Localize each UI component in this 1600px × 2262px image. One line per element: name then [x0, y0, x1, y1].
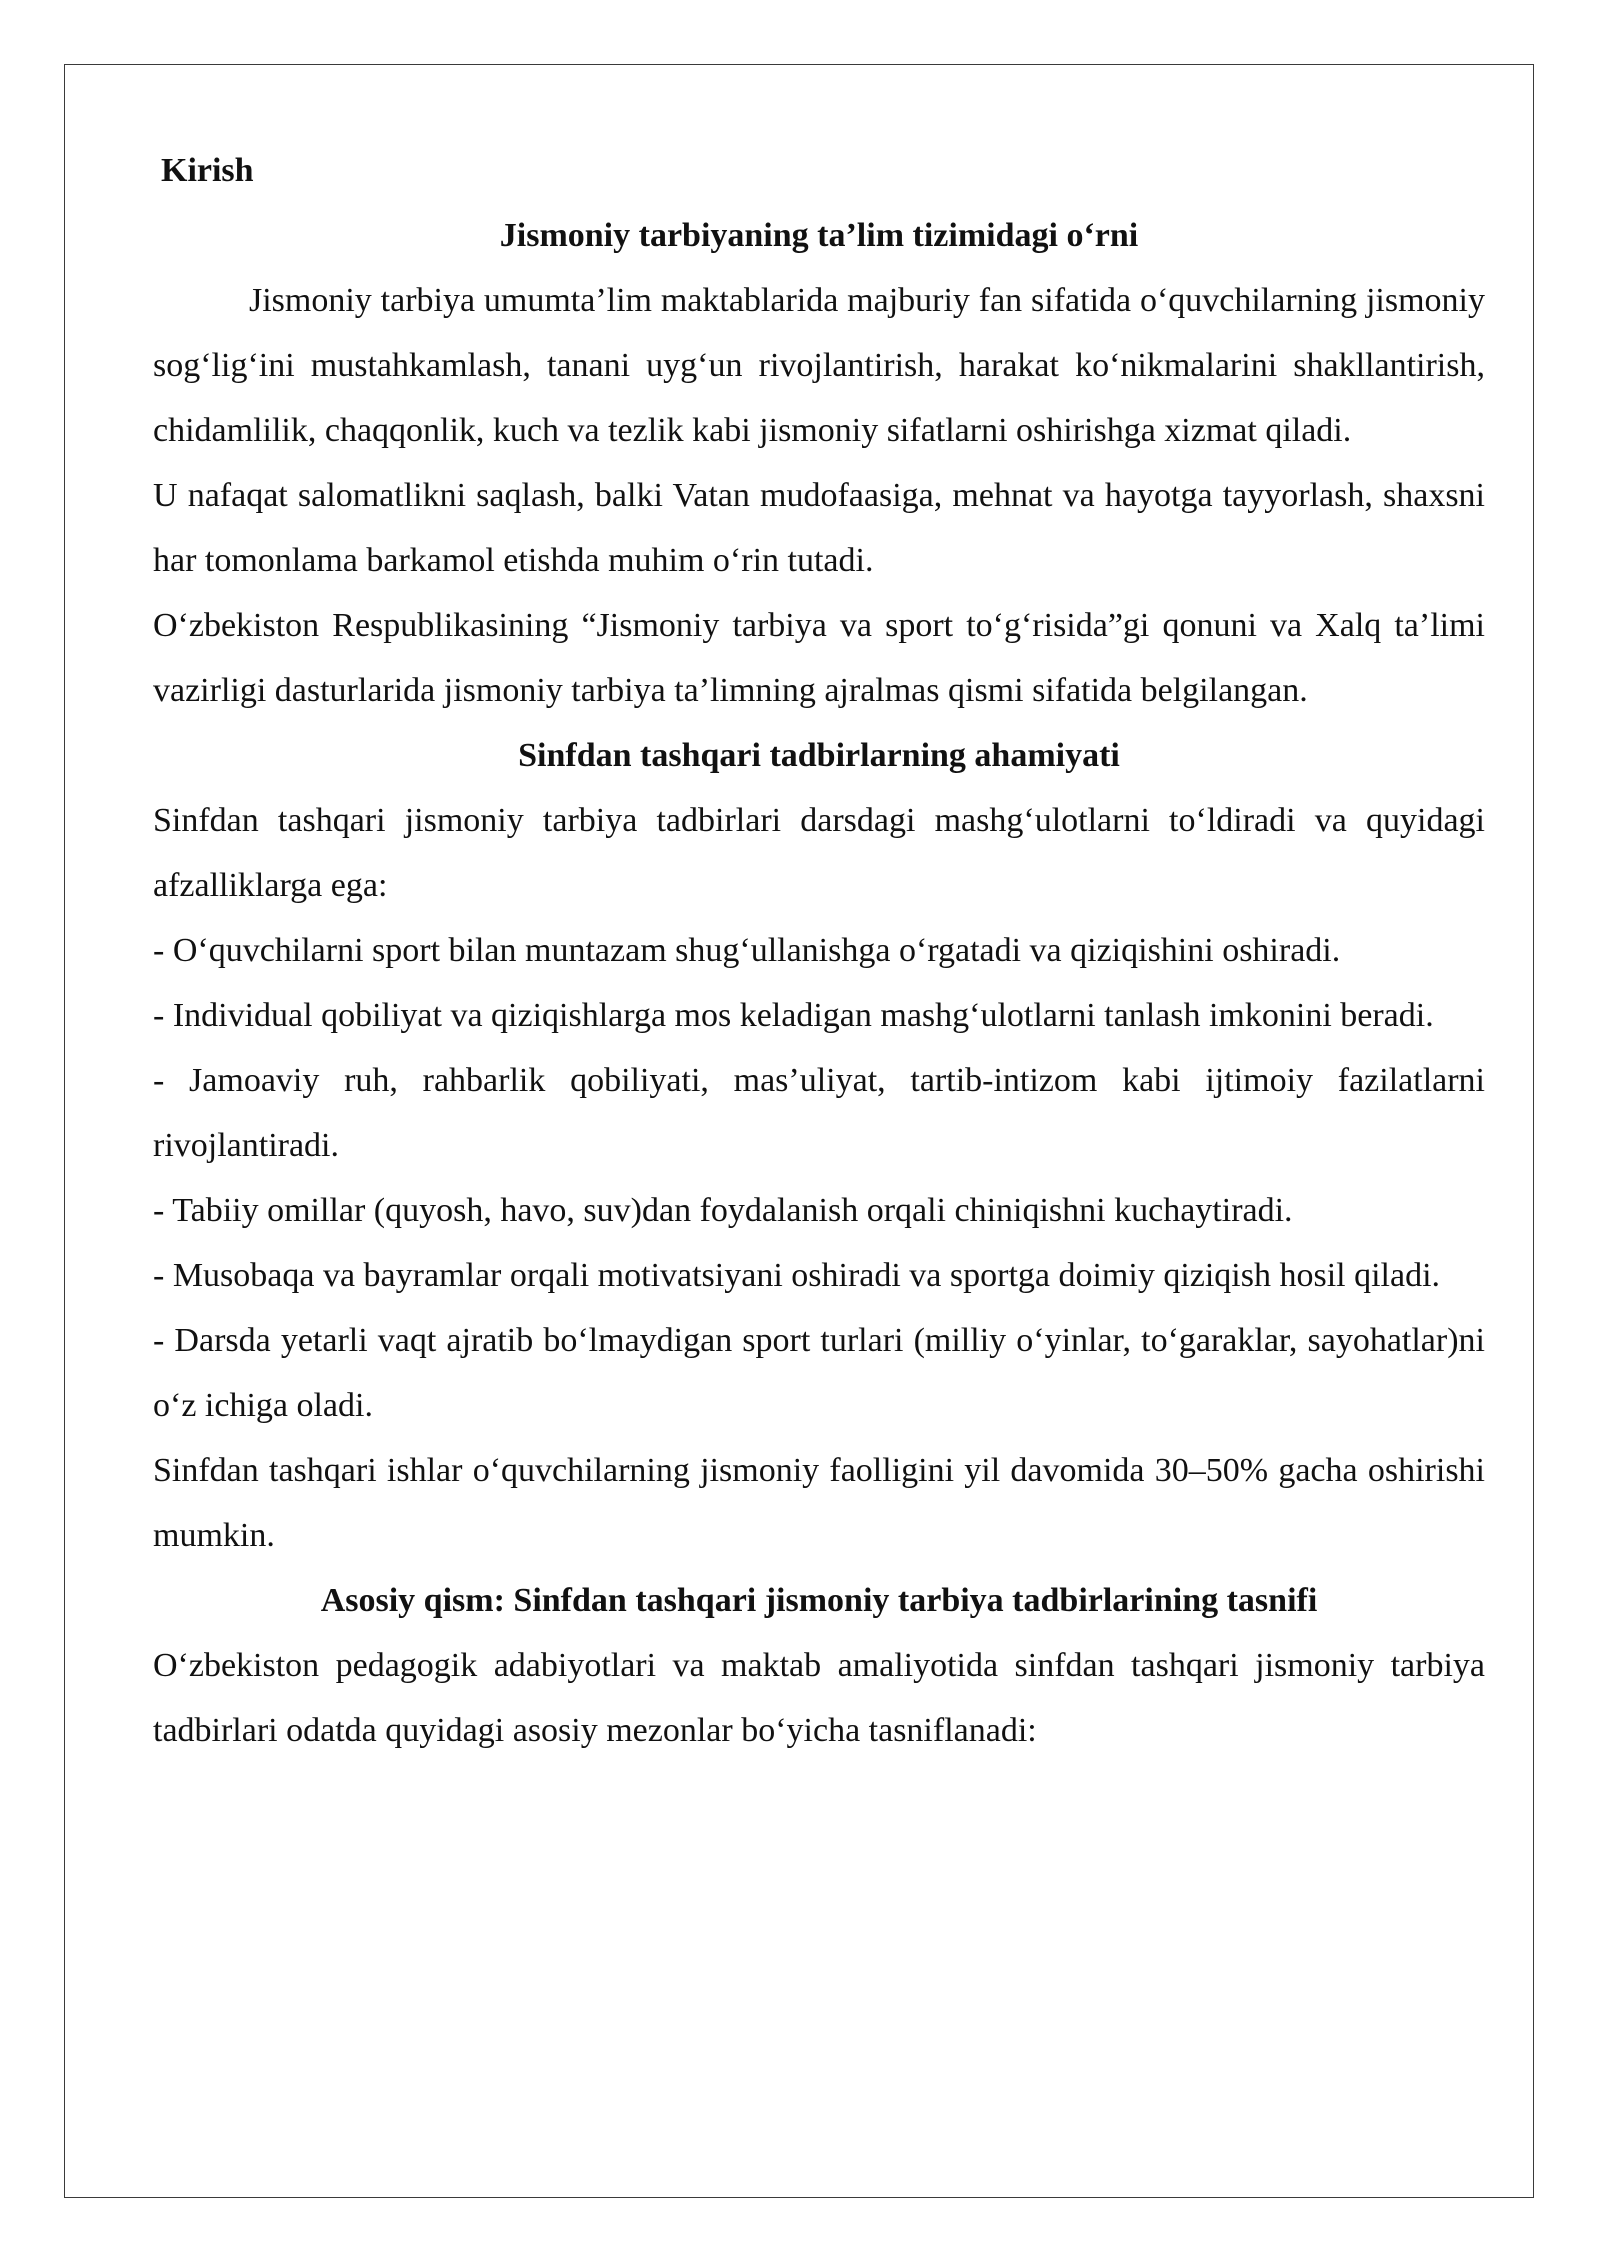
intro-heading: Kirish	[161, 152, 254, 189]
section-2-title: Sinfdan tashqari tadbirlarning ahamiyati	[518, 737, 1120, 774]
section-1-title: Jismoniy tarbiyaning ta’lim tizimidagi o‘rni	[499, 217, 1139, 254]
list-item: - Musobaqa va bayramlar orqali motivatsiyani oshiradi va sportga doimiy qiziqish hosil qiladi.	[153, 1257, 1441, 1294]
section-2-intro: Sinfdan tashqari jismoniy tarbiya tadbirlari darsdagi mashg‘ulotlarni to‘ldiradi va quyidagi afzalliklarga ega:	[153, 802, 1485, 904]
list-item: - Darsda yetarli vaqt ajratib bo‘lmaydigan sport turlari (milliy o‘yinlar, to‘garaklar, sayohatlar)ni o‘z ichiga oladi.	[153, 1322, 1485, 1424]
section-3-paragraph-1: O‘zbekiston pedagogik adabiyotlari va maktab amaliyotida sinfdan tashqari jismoniy tarbiya tadbirlari odatda quyidagi asosiy mezonlar bo‘yicha tasniflanadi:	[153, 1647, 1485, 1749]
section-2-closing: Sinfdan tashqari ishlar o‘quvchilarning jismoniy faolligini yil davomida 30–50% gacha oshirishi mumkin.	[153, 1452, 1485, 1554]
list-item: - Jamoaviy ruh, rahbarlik qobiliyati, mas’uliyat, tartib-intizom kabi ijtimoiy fazilatlarni rivojlantiradi.	[153, 1062, 1485, 1164]
section-1-paragraph-1: Jismoniy tarbiya umumta’lim maktablarida majburiy fan sifatida o‘quvchilarning jismoniy sog‘lig‘ini mustahkamlash, tanani uyg‘un rivojlantirish, harakat ko‘nikmalarini shakllantirish, chidamlilik, chaqqonlik, kuch va tezlik kabi jismoniy sifatlarni oshirishga xizmat qiladi.	[153, 282, 1485, 449]
section-1-paragraph-2: U nafaqat salomatlikni saqlash, balki Vatan mudofaasiga, mehnat va hayotga tayyorlash, shaxsni har tomonlama barkamol etishda muhim o‘rin tutadi.	[153, 477, 1485, 579]
list-item: - Tabiiy omillar (quyosh, havo, suv)dan foydalanish orqali chiniqishni kuchaytiradi.	[153, 1192, 1293, 1229]
document-body	[153, 138, 1485, 1763]
list-item: - Individual qobiliyat va qiziqishlarga mos keladigan mashg‘ulotlarni tanlash imkonini beradi.	[153, 997, 1434, 1034]
list-item: - O‘quvchilarni sport bilan muntazam shug‘ullanishga o‘rgatadi va qiziqishini oshiradi.	[153, 932, 1341, 969]
section-1-paragraph-3: O‘zbekiston Respublikasining “Jismoniy tarbiya va sport to‘g‘risida”gi qonuni va Xalq ta’limi vazirligi dasturlarida jismoniy tarbiya ta’limning ajralmas qismi sifatida belgilangan.	[153, 607, 1485, 709]
section-3-title: Asosiy qism: Sinfdan tashqari jismoniy tarbiya tadbirlarining tasnifi	[320, 1582, 1318, 1619]
